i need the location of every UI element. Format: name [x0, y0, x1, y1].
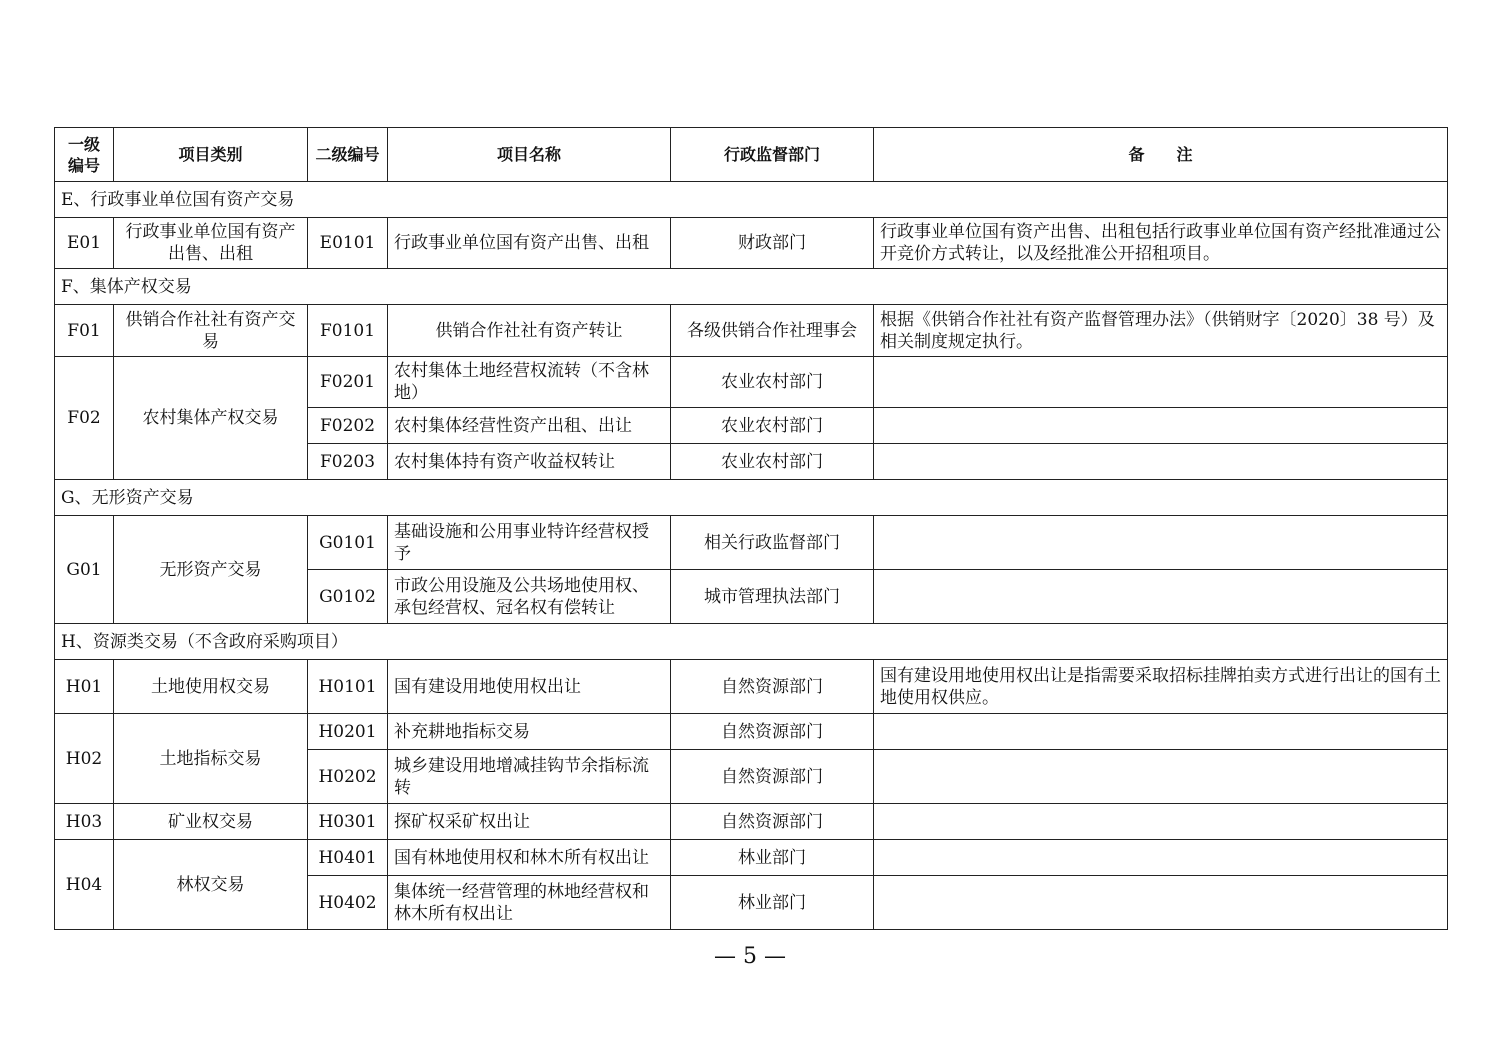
- item-name: 探矿权采矿权出让: [388, 804, 671, 840]
- item-name: 市政公用设施及公共场地使用权、承包经营权、冠名权有偿转让: [388, 570, 671, 624]
- category: 行政事业单位国有资产出售、出租: [114, 218, 308, 269]
- level1-code: F01: [55, 305, 114, 357]
- section-row-e: [55, 182, 1448, 218]
- dept: 林业部门: [671, 840, 874, 876]
- remark: 国有建设用地使用权出让是指需要采取招标挂牌拍卖方式进行出让的国有土地使用权供应。: [874, 660, 1448, 714]
- header-dept: 行政监督部门: [671, 128, 874, 182]
- item-name: 补充耕地指标交易: [388, 714, 671, 750]
- table-row: [55, 516, 1448, 570]
- section-row-f: [55, 269, 1448, 305]
- remark: 根据《供销合作社社有资产监督管理办法》（供销财字〔2020〕38 号）及相关制度规定执行。: [874, 305, 1448, 357]
- page-number: — 5 —: [714, 944, 786, 969]
- category: 供销合作社社有资产交易: [114, 305, 308, 357]
- item-name: 农村集体持有资产收益权转让: [388, 444, 671, 480]
- remark: [874, 516, 1448, 570]
- level2-code: E0101: [308, 218, 388, 269]
- section-title: F、集体产权交易: [55, 269, 1448, 305]
- remark: [874, 444, 1448, 480]
- level2-code: H0402: [308, 876, 388, 930]
- remark: [874, 876, 1448, 930]
- table-row: [55, 840, 1448, 876]
- category: 矿业权交易: [114, 804, 308, 840]
- category: 农村集体产权交易: [114, 357, 308, 480]
- level1-code: H03: [55, 804, 114, 840]
- dept: 财政部门: [671, 218, 874, 269]
- item-name: 集体统一经营管理的林地经营权和林木所有权出让: [388, 876, 671, 930]
- header-level2-code: 二级编号: [308, 128, 388, 182]
- dept: 林业部门: [671, 876, 874, 930]
- item-name: 国有林地使用权和林木所有权出让: [388, 840, 671, 876]
- table-row: [55, 218, 1448, 269]
- item-name: 行政事业单位国有资产出售、出租: [388, 218, 671, 269]
- header-category: 项目类别: [114, 128, 308, 182]
- level1-code: E01: [55, 218, 114, 269]
- level1-code: H02: [55, 714, 114, 804]
- item-name: 农村集体土地经营权流转（不含林地）: [388, 357, 671, 408]
- remark: [874, 840, 1448, 876]
- level1-code: F02: [55, 357, 114, 480]
- item-name: 基础设施和公用事业特许经营权授予: [388, 516, 671, 570]
- table-row: [55, 714, 1448, 750]
- table-row: [55, 357, 1448, 408]
- remark: [874, 714, 1448, 750]
- dept: 自然资源部门: [671, 750, 874, 804]
- remark: [874, 570, 1448, 624]
- section-title: H、资源类交易（不含政府采购项目）: [55, 624, 1448, 660]
- table-row: [55, 804, 1448, 840]
- remark: [874, 750, 1448, 804]
- level2-code: H0202: [308, 750, 388, 804]
- category: 林权交易: [114, 840, 308, 930]
- level2-code: H0201: [308, 714, 388, 750]
- level2-code: H0401: [308, 840, 388, 876]
- category: 无形资产交易: [114, 516, 308, 624]
- header-remark: 备 注: [874, 128, 1448, 182]
- table-row: [55, 305, 1448, 357]
- dept: 农业农村部门: [671, 408, 874, 444]
- dept: 自然资源部门: [671, 714, 874, 750]
- level2-code: G0102: [308, 570, 388, 624]
- remark: [874, 804, 1448, 840]
- level1-code: H04: [55, 840, 114, 930]
- item-name: 国有建设用地使用权出让: [388, 660, 671, 714]
- level2-code: F0101: [308, 305, 388, 357]
- dept: 农业农村部门: [671, 357, 874, 408]
- section-row-h: [55, 624, 1448, 660]
- dept: 自然资源部门: [671, 660, 874, 714]
- level2-code: H0301: [308, 804, 388, 840]
- level2-code: G0101: [308, 516, 388, 570]
- table-header-row: [55, 128, 1448, 182]
- category: 土地使用权交易: [114, 660, 308, 714]
- dept: 城市管理执法部门: [671, 570, 874, 624]
- section-title: G、无形资产交易: [55, 480, 1448, 516]
- dept: 相关行政监督部门: [671, 516, 874, 570]
- project-catalog-table: [54, 127, 1448, 930]
- remark: 行政事业单位国有资产出售、出租包括行政事业单位国有资产经批准通过公开竞价方式转让，以及经批准公开招租项目。: [874, 218, 1448, 269]
- dept: 各级供销合作社理事会: [671, 305, 874, 357]
- remark: [874, 408, 1448, 444]
- item-name: 城乡建设用地增减挂钩节余指标流转: [388, 750, 671, 804]
- level2-code: H0101: [308, 660, 388, 714]
- section-title: E、行政事业单位国有资产交易: [55, 182, 1448, 218]
- category: 土地指标交易: [114, 714, 308, 804]
- dept: 自然资源部门: [671, 804, 874, 840]
- remark: [874, 357, 1448, 408]
- level2-code: F0202: [308, 408, 388, 444]
- level1-code: H01: [55, 660, 114, 714]
- level2-code: F0203: [308, 444, 388, 480]
- section-row-g: [55, 480, 1448, 516]
- dept: 农业农村部门: [671, 444, 874, 480]
- item-name: 农村集体经营性资产出租、出让: [388, 408, 671, 444]
- level1-code: G01: [55, 516, 114, 624]
- item-name: 供销合作社社有资产转让: [388, 305, 671, 357]
- level2-code: F0201: [308, 357, 388, 408]
- header-level1-code: 一级编号: [55, 128, 114, 182]
- table-row: [55, 660, 1448, 714]
- header-item-name: 项目名称: [388, 128, 671, 182]
